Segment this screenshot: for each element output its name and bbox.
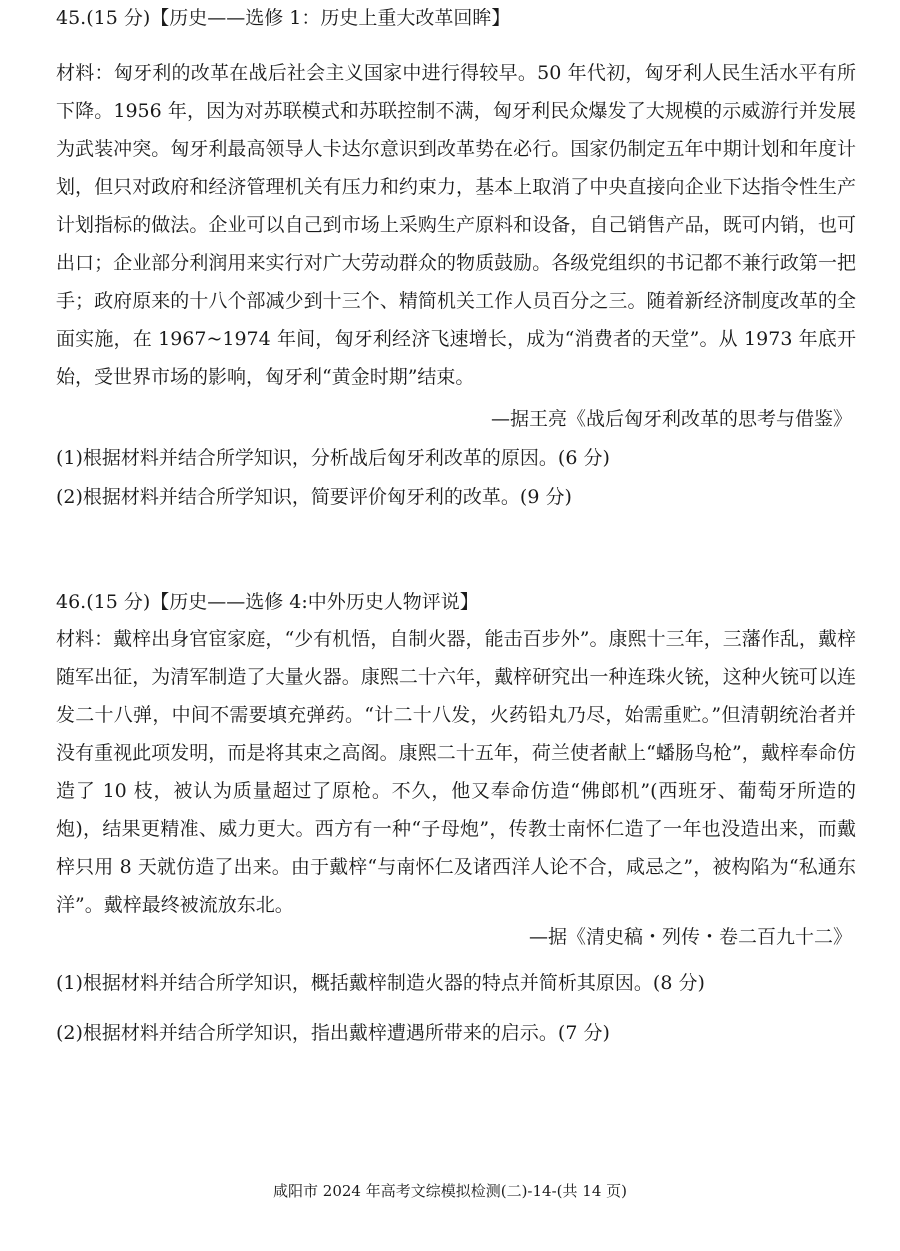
q46-source: —据《清史稿・列传・卷二百九十二》 [528,926,852,948]
q46-question-2: (2)根据材料并结合所学知识，指出戴梓遭遇所带来的启示。(7 分) [56,1022,610,1044]
q45-source: —据王亮《战后匈牙利改革的思考与借鉴》 [490,408,852,430]
q46-header: 46.(15 分)【历史——选修 4:中外历史人物评说】 [56,591,479,613]
page-footer: 咸阳市 2024 年高考文综模拟检测(二)-14-(共 14 页) [273,1182,627,1200]
q45-question-2: (2)根据材料并结合所学知识，简要评价匈牙利的改革。(9 分) [56,486,572,508]
q46-question-1: (1)根据材料并结合所学知识，概括戴梓制造火器的特点并简析其原因。(8 分) [56,972,705,994]
q45-header: 45.(15 分)【历史——选修 1：历史上重大改革回眸】 [56,7,511,29]
q46-material: 材料：戴梓出身官宦家庭，“少有机悟，自制火器，能击百步外”。康熙十三年，三藩作乱，戴梓随军出征，为清军制造了大量火器。康熙二十六年，戴梓研究出一种连珠火铳，这种火铳可以连发二十八弹，中间不需要填充弹药。“计二十八发，火药铅丸乃尽，始需重贮。”但清朝统治者并没有重视此项发明，而是将其束之高阁。康熙二十五年，荷兰使者献上“蟠肠鸟枪”，戴梓奉命仿造了 10 枝，被认为质量超过了原枪。不久，他又奉命仿造“佛郎机”(西班牙、葡萄牙所造的炮)，结果更精准、威力更大。西方有一种“子母炮”，传教士南怀仁造了一年也没造出来，而戴梓只用 8 天就仿造了出来。由于戴梓“与南怀仁及诸西洋人论不合，咸忌之”，被构陷为“私通东洋”。戴梓最终被流放东北。 [56,628,856,916]
q45-question-1: (1)根据材料并结合所学知识，分析战后匈牙利改革的原因。(6 分) [56,447,610,469]
q45-material: 材料：匈牙利的改革在战后社会主义国家中进行得较早。50 年代初，匈牙利人民生活水平有所下降。1956 年，因为对苏联模式和苏联控制不满，匈牙利民众爆发了大规模的示威游行并发展为武装冲突。匈牙利最高领导人卡达尔意识到改革势在必行。国家仍制定五年中期计划和年度计划，但只对政府和经济管理机关有压力和约束力，基本上取消了中央直接向企业下达指令性生产计划指标的做法。企业可以自己到市场上采购生产原料和设备，自己销售产品，既可内销，也可出口；企业部分利润用来实行对广大劳动群众的物质鼓励。各级党组织的书记都不兼行政第一把手；政府原来的十八个部减少到十三个、精简机关工作人员百分之三。随着新经济制度改革的全面实施，在 1967~1974 年间，匈牙利经济飞速增长，成为“消费者的天堂”。从 1973 年底开始，受世界市场的影响，匈牙利“黄金时期”结束。 [56,62,856,388]
